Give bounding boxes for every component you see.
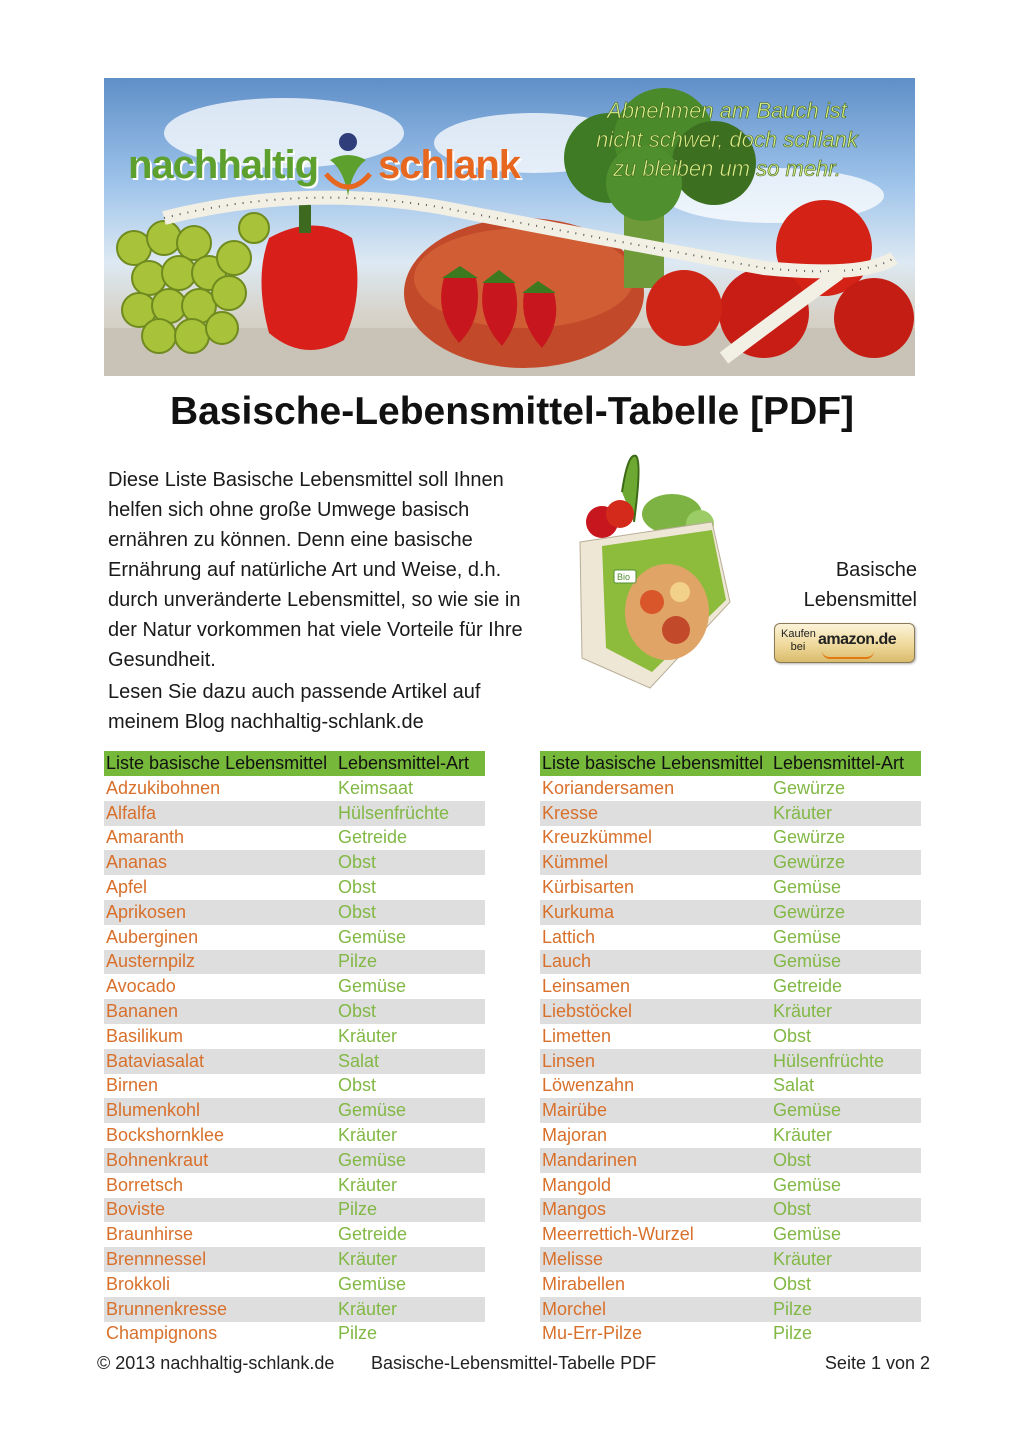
food-type-cell: Obst — [771, 1024, 921, 1049]
footer-page-number: Seite 1 von 2 — [824, 1353, 930, 1373]
food-name-cell: Löwenzahn — [540, 1074, 771, 1099]
food-name-cell: Champignons — [104, 1322, 336, 1347]
food-type-cell: Obst — [336, 850, 485, 875]
food-name-cell: Amaranth — [104, 826, 336, 851]
logo — [128, 130, 520, 200]
amazon-button-kaufen — [781, 628, 815, 654]
table-row — [104, 1024, 485, 1049]
table-row — [540, 1123, 921, 1148]
food-name-cell: Brunnenkresse — [104, 1297, 336, 1322]
food-type-cell: Gewürze — [771, 826, 921, 851]
table-row — [104, 974, 485, 999]
food-type-cell: Gemüse — [336, 925, 485, 950]
table-row — [540, 1247, 921, 1272]
table-row — [540, 900, 921, 925]
food-type-cell: Pilze — [771, 1322, 921, 1347]
food-name-cell: Liebstöckel — [540, 999, 771, 1024]
food-name-cell: Lauch — [540, 950, 771, 975]
food-name-cell: Braunhirse — [104, 1222, 336, 1247]
amazon-logo-text: amazon.de — [818, 631, 897, 648]
header-food-type: Lebensmittel-Art — [336, 751, 485, 776]
intro-text — [108, 465, 548, 739]
table-row — [104, 826, 485, 851]
food-name-cell: Ananas — [104, 850, 336, 875]
food-type-cell: Gemüse — [336, 1148, 485, 1173]
food-type-cell: Getreide — [336, 1222, 485, 1247]
food-name-cell: Mangos — [540, 1198, 771, 1223]
header-food-type: Lebensmittel-Art — [771, 751, 921, 776]
food-name-cell: Boviste — [104, 1198, 336, 1223]
food-type-cell: Obst — [771, 1198, 921, 1223]
slogan-line: zu bleiben um so mehr. — [613, 156, 841, 181]
table-row — [540, 974, 921, 999]
table-row — [104, 1123, 485, 1148]
product-label — [770, 555, 917, 615]
table-row — [540, 826, 921, 851]
food-name-cell: Majoran — [540, 1123, 771, 1148]
food-type-cell: Kräuter — [336, 1297, 485, 1322]
food-name-cell: Blumenkohl — [104, 1098, 336, 1123]
product-label-line: Lebensmittel — [803, 589, 917, 611]
table-row — [540, 1049, 921, 1074]
food-type-cell: Obst — [336, 1074, 485, 1099]
buy-on-amazon-button[interactable] — [774, 623, 915, 663]
food-type-cell: Kräuter — [771, 1247, 921, 1272]
food-name-cell: Auberginen — [104, 925, 336, 950]
food-name-cell: Birnen — [104, 1074, 336, 1099]
food-name-cell: Mangold — [540, 1173, 771, 1198]
amazon-button-line: Kaufen — [781, 628, 816, 640]
food-type-cell: Hülsenfrüchte — [771, 1049, 921, 1074]
food-type-cell: Kräuter — [336, 1247, 485, 1272]
food-type-cell: Salat — [771, 1074, 921, 1099]
food-name-cell: Kreuzkümmel — [540, 826, 771, 851]
logo-word-schlank: schlank — [378, 143, 520, 187]
food-name-cell: Bockshornklee — [104, 1123, 336, 1148]
food-name-cell: Morchel — [540, 1297, 771, 1322]
table-row — [104, 1247, 485, 1272]
food-name-cell: Aprikosen — [104, 900, 336, 925]
food-type-cell: Kräuter — [336, 1024, 485, 1049]
slogan-line: Abnehmen am Bauch ist — [607, 98, 847, 123]
intro-paragraph: Lesen Sie dazu auch passende Artikel auf meinem Blog nachhaltig-schlank.de — [108, 681, 481, 733]
food-name-cell: Bananen — [104, 999, 336, 1024]
intro-paragraph: Diese Liste Basische Lebensmittel soll Ihnen helfen sich ohne große Umwege basisch ernähren zu können. Denn eine basische Ernährung auf natürliche Art und Weise, d.h. durch unveränderte Lebensmittel, so wie sie in der Natur vorkommen hat viele Vorteile für Ihre Gesundheit. — [108, 469, 523, 671]
food-name-cell: Borretsch — [104, 1173, 336, 1198]
food-type-cell: Gemüse — [771, 950, 921, 975]
food-name-cell: Limetten — [540, 1024, 771, 1049]
table-row — [104, 1098, 485, 1123]
food-type-cell: Salat — [336, 1049, 485, 1074]
table-header-row — [540, 751, 921, 776]
food-type-cell: Obst — [336, 900, 485, 925]
product-label-line: Basische — [835, 559, 917, 581]
header-food-name: Liste basische Lebensmittel — [540, 751, 771, 776]
food-name-cell: Koriandersamen — [540, 776, 771, 801]
food-name-cell: Austernpilz — [104, 950, 336, 975]
table-row — [104, 1222, 485, 1247]
logo-figure-icon — [318, 130, 378, 200]
table-row — [540, 925, 921, 950]
food-name-cell: Bataviasalat — [104, 1049, 336, 1074]
food-name-cell: Kurkuma — [540, 900, 771, 925]
slogan — [562, 96, 892, 183]
food-type-cell: Obst — [771, 1148, 921, 1173]
food-type-cell: Getreide — [336, 826, 485, 851]
table-row — [104, 1074, 485, 1099]
food-name-cell: Linsen — [540, 1049, 771, 1074]
food-type-cell: Obst — [336, 999, 485, 1024]
food-type-cell: Obst — [336, 875, 485, 900]
food-name-cell: Kümmel — [540, 850, 771, 875]
food-name-cell: Leinsamen — [540, 974, 771, 999]
header-food-name: Liste basische Lebensmittel — [104, 751, 336, 776]
food-type-cell: Gemüse — [771, 875, 921, 900]
food-type-cell: Kräuter — [771, 1123, 921, 1148]
logo-word-nachhaltig: nachhaltig — [128, 143, 319, 187]
food-type-cell: Pilze — [336, 1198, 485, 1223]
table-row — [540, 1148, 921, 1173]
table-row — [540, 1173, 921, 1198]
food-name-cell: Kürbisarten — [540, 875, 771, 900]
food-name-cell: Adzukibohnen — [104, 776, 336, 801]
food-name-cell: Bohnenkraut — [104, 1148, 336, 1173]
food-type-cell: Kräuter — [336, 1123, 485, 1148]
food-name-cell: Avocado — [104, 974, 336, 999]
table-row — [540, 1074, 921, 1099]
food-type-cell: Gemüse — [336, 1098, 485, 1123]
food-name-cell: Kresse — [540, 801, 771, 826]
table-row — [104, 850, 485, 875]
table-row — [540, 1098, 921, 1123]
food-type-cell: Kräuter — [771, 801, 921, 826]
table-row — [104, 1173, 485, 1198]
food-table-left — [104, 751, 485, 1346]
table-row — [540, 1024, 921, 1049]
footer-copyright: © 2013 nachhaltig-schlank.de — [97, 1353, 335, 1373]
bag-bio-badge: Bio — [617, 572, 631, 582]
food-name-cell: Mairübe — [540, 1098, 771, 1123]
table-row — [104, 1297, 485, 1322]
table-row — [540, 950, 921, 975]
table-header-row — [104, 751, 485, 776]
food-type-cell: Pilze — [771, 1297, 921, 1322]
table-row — [540, 1322, 921, 1347]
food-name-cell: Mu-Err-Pilze — [540, 1322, 771, 1347]
table-row — [540, 850, 921, 875]
amazon-smile-icon — [822, 651, 874, 659]
food-type-cell: Gewürze — [771, 776, 921, 801]
table-row — [104, 776, 485, 801]
food-type-cell: Gewürze — [771, 900, 921, 925]
food-type-cell: Gemüse — [771, 925, 921, 950]
food-type-cell: Keimsaat — [336, 776, 485, 801]
table-row — [104, 875, 485, 900]
food-name-cell: Brennnessel — [104, 1247, 336, 1272]
food-name-cell: Basilikum — [104, 1024, 336, 1049]
table-row — [540, 776, 921, 801]
table-row — [540, 875, 921, 900]
table-row — [540, 999, 921, 1024]
slogan-line: nicht schwer, doch schlank — [596, 127, 858, 152]
food-type-cell: Gemüse — [336, 974, 485, 999]
food-name-cell: Melisse — [540, 1247, 771, 1272]
table-row — [540, 1272, 921, 1297]
amazon-button-line: bei — [790, 641, 806, 653]
table-row — [104, 950, 485, 975]
food-type-cell: Kräuter — [336, 1173, 485, 1198]
food-type-cell: Kräuter — [771, 999, 921, 1024]
table-row — [540, 1222, 921, 1247]
food-name-cell: Lattich — [540, 925, 771, 950]
table-row — [104, 1198, 485, 1223]
table-row — [104, 999, 485, 1024]
food-name-cell: Alfalfa — [104, 801, 336, 826]
shopping-bag-image[interactable] — [572, 452, 742, 692]
food-type-cell: Gemüse — [771, 1222, 921, 1247]
header-banner — [104, 78, 915, 376]
food-name-cell: Mirabellen — [540, 1272, 771, 1297]
food-table-right — [540, 751, 921, 1346]
food-type-cell: Hülsenfrüchte — [336, 801, 485, 826]
food-name-cell: Apfel — [104, 875, 336, 900]
table-row — [104, 900, 485, 925]
page-title: Basische-Lebensmittel-Tabelle [PDF] — [169, 390, 855, 433]
food-type-cell: Gemüse — [771, 1098, 921, 1123]
table-row — [104, 1049, 485, 1074]
food-type-cell: Gewürze — [771, 850, 921, 875]
table-row — [540, 1198, 921, 1223]
table-row — [104, 1322, 485, 1347]
food-type-cell: Gemüse — [336, 1272, 485, 1297]
food-name-cell: Meerrettich-Wurzel — [540, 1222, 771, 1247]
table-row — [104, 925, 485, 950]
table-row — [540, 801, 921, 826]
table-row — [104, 1272, 485, 1297]
food-type-cell: Getreide — [771, 974, 921, 999]
food-type-cell: Gemüse — [771, 1173, 921, 1198]
food-type-cell: Pilze — [336, 950, 485, 975]
table-row — [104, 1148, 485, 1173]
table-row — [540, 1297, 921, 1322]
footer-document-title: Basische-Lebensmittel-Tabelle PDF — [371, 1353, 657, 1373]
food-name-cell: Mandarinen — [540, 1148, 771, 1173]
table-row — [104, 801, 485, 826]
food-name-cell: Brokkoli — [104, 1272, 336, 1297]
food-type-cell: Pilze — [336, 1322, 485, 1347]
food-type-cell: Obst — [771, 1272, 921, 1297]
